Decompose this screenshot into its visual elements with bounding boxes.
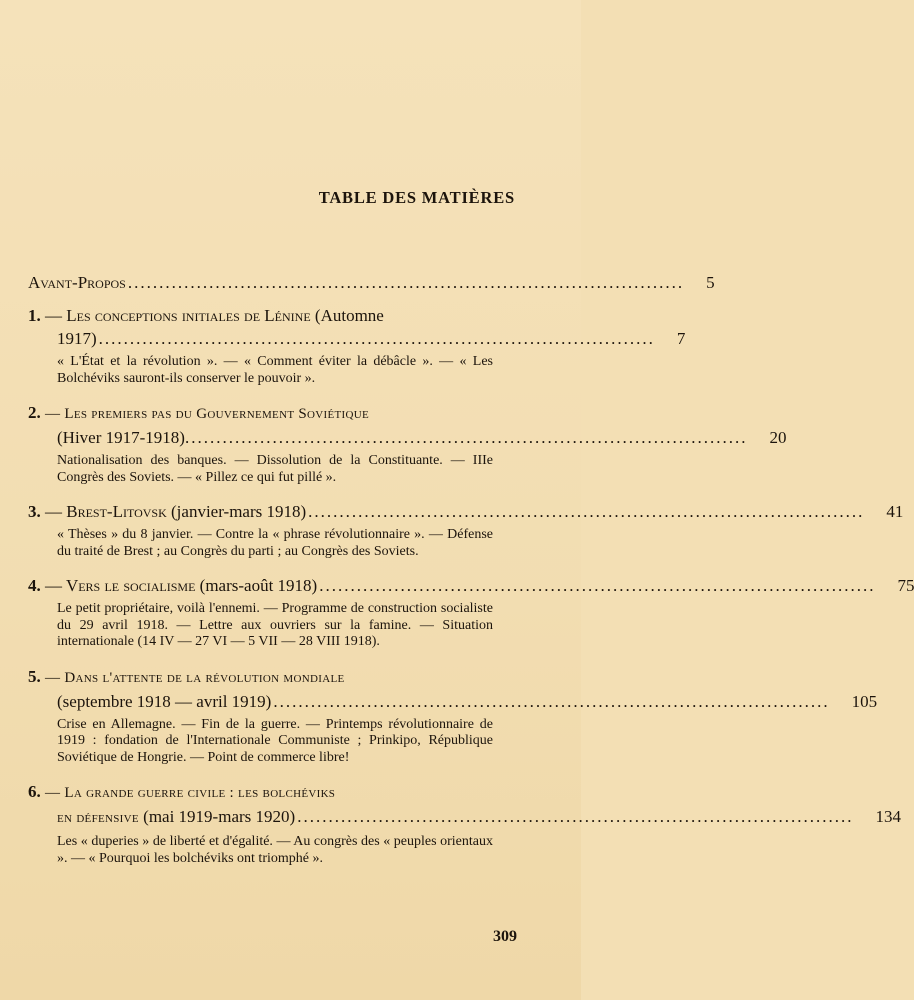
entry-title: — Dans l'attente de la révolution mondiale [45,669,345,686]
page-title: TABLE DES MATIÈRES [318,188,515,207]
entry-title-rest: (Automne [314,306,384,325]
entry-title: — Les conceptions initiales de Lénine [45,306,311,325]
leader-dots: ......................................................................................... [191,428,748,447]
toc-entry-avant-propos [28,271,715,294]
page-number: 309 [493,928,517,945]
entry-summary: Crise en Allemagne. — Fin de la guerre. — Printemps révolutionnaire de 1919 : fondation de l'Internationale Communiste ; Prinkipo, République Soviétique de Hongrie. — Point de commerce libre! [57,716,493,765]
entry-page: 134 [875,807,901,826]
leader-dots: ......................................................................................... [98,329,655,348]
leader-dots: ......................................................................................... [297,807,854,826]
entry-title-line2-sc: en défensive [57,810,139,826]
entry-heading [28,665,518,690]
entry-title-line2: (mai 1919-mars 1920) [143,807,296,826]
entry-summary: Nationalisation des banques. — Dissolution de la Constituante. — IIIe Congrès des Soviets. — « Pillez ce qui fut pillé ». [57,453,493,485]
entry-page: 5 [706,273,715,292]
entry-number: 4. [28,576,41,595]
leader-dots: ......................................................................................... [273,691,830,711]
entry-title-line2: 1917) [57,329,97,348]
entry-heading [28,780,518,805]
entry-page: 105 [851,691,878,711]
entry-number: 6. [28,782,41,801]
entry-title: Avant-Propos [28,273,126,292]
toc-entry [28,500,904,560]
leader-dots: ......................................................................................... [319,576,876,595]
leader-dots: ......................................................................................... [127,273,685,292]
entry-page: 75 [897,576,914,595]
entry-title-rest: (mars-août 1918) [199,576,318,595]
entry-heading [28,401,518,426]
toc-entry [28,401,787,486]
toc-entry [28,574,914,651]
entry-summary: Le petit propriétaire, voilà l'ennemi. — Programme de construction socialiste du 29 avril 1918. — Lettre aux ouvriers sur la famine. — Situation internationale (14 IV — 27 VI — 5 VII — 28 VIII 1918). [57,601,493,649]
table-of-contents [28,271,914,881]
entry-summary: Les « duperies » de liberté et d'égalité. — Au congrès des « peuples orientaux ». — « Pourquoi les bolchéviks ont triomphé ». [57,834,493,866]
toc-entry [28,780,901,867]
entry-summary: « L'État et la révolution ». — « Comment éviter la débâcle ». — « Les Bolchéviks sauront-ils conserver le pouvoir ». [57,354,493,386]
leader-dots: ......................................................................................... [308,502,865,521]
entry-summary: « Thèses » du 8 janvier. — Contre la « phrase révolutionnaire ». — Défense du traité de Brest ; au Congrès du parti ; au Congrès des Soviets. [57,527,493,559]
entry-title-line2: (septembre 1918 — avril 1919) [57,691,272,711]
entry-heading [28,304,518,327]
entry-title: — Vers le socialisme [45,576,196,595]
entry-number: 5. [28,666,41,686]
entry-page: 41 [886,502,904,521]
entry-number: 2. [28,403,41,422]
entry-title: — Les premiers pas du Gouvernement Soviétique [45,406,369,422]
entry-title: — La grande guerre civile : les bolchéviks [45,785,336,801]
toc-entry [28,665,878,767]
entry-page: 7 [676,329,686,348]
entry-number: 3. [28,502,41,521]
entry-number: 1. [28,306,41,325]
entry-title: — Brest-Litovsk [45,502,167,521]
entry-title-line2: (Hiver 1917-1918). [57,428,190,447]
entry-title-rest: (janvier-mars 1918) [171,502,307,521]
entry-page: 20 [769,428,787,447]
toc-entry [28,304,686,387]
